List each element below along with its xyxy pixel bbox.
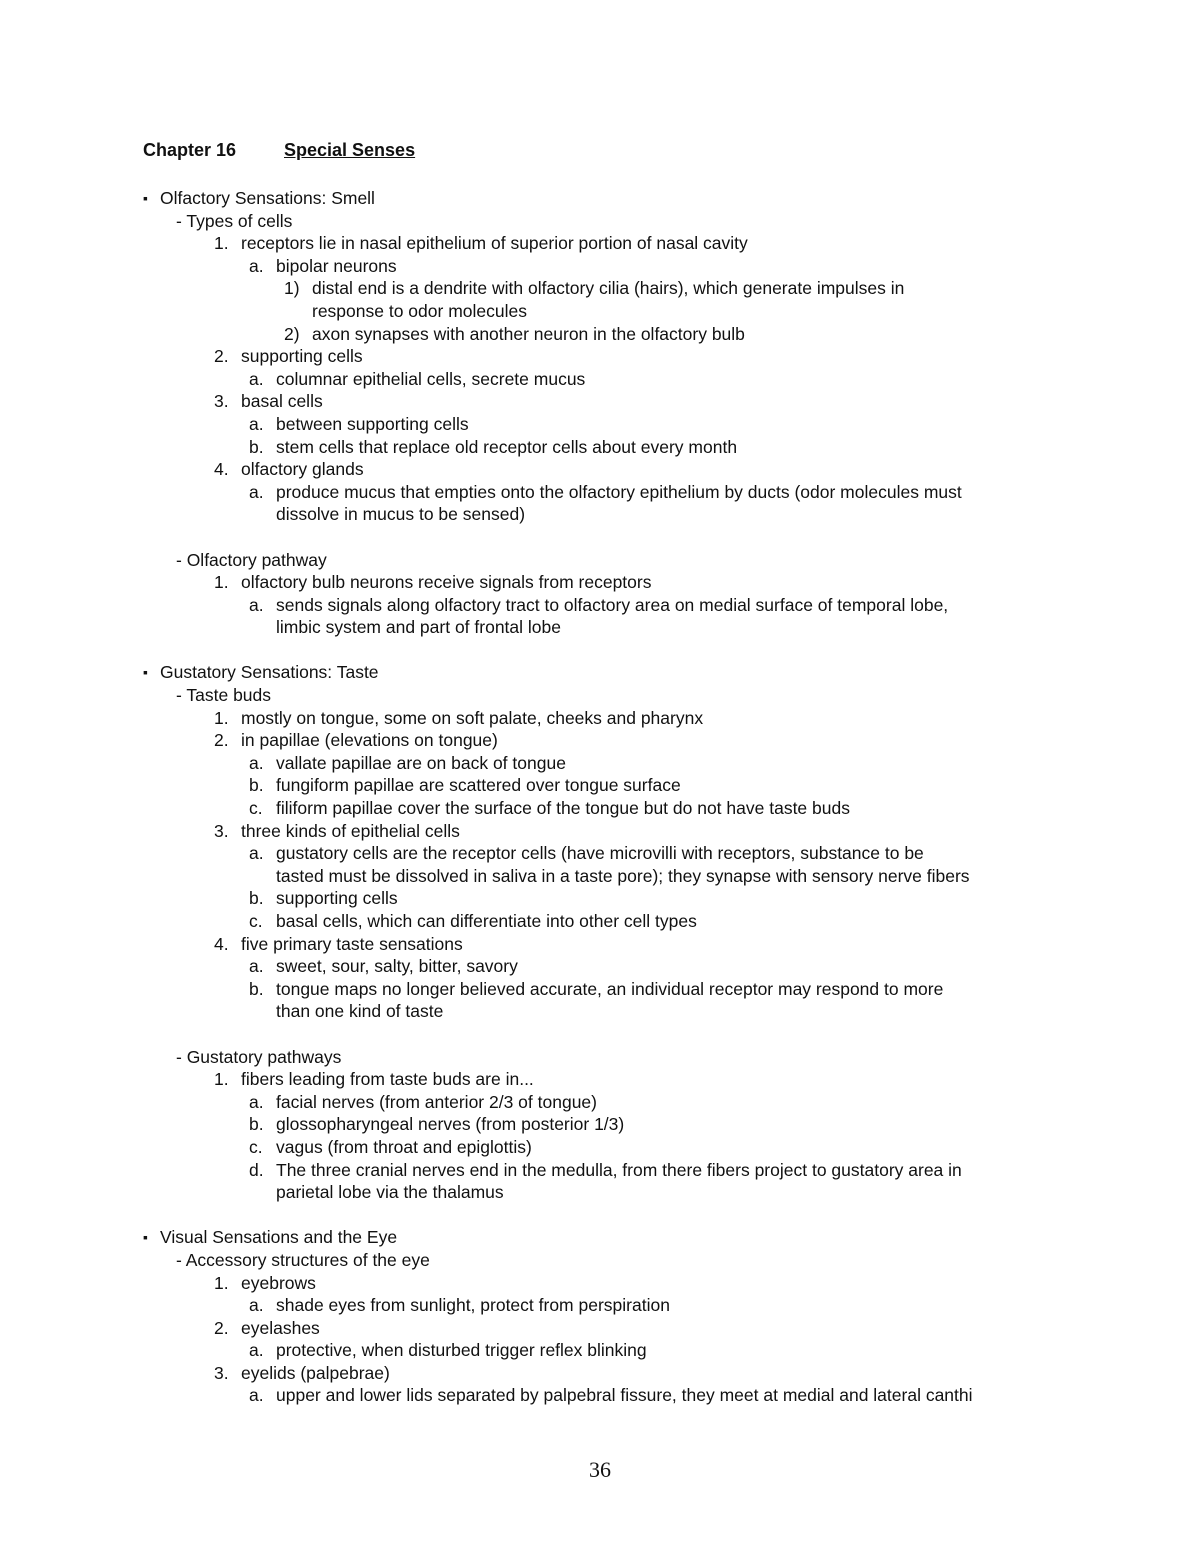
sub-numbered-item	[0, 277, 1200, 300]
item-text: fibers leading from taste buds are in...	[241, 1069, 534, 1090]
lettered-item	[0, 481, 1200, 504]
item-text: eyelids (palpebrae)	[241, 1362, 390, 1383]
lettered-item	[0, 1091, 1200, 1114]
item-text: sweet, sour, salty, bitter, savory	[276, 956, 518, 977]
section-bullet-item	[0, 1226, 1200, 1249]
list-marker: a.	[249, 413, 264, 434]
chapter-title: Special Senses	[284, 140, 416, 160]
item-text: eyebrows	[241, 1272, 316, 1293]
lettered-item-continuation	[0, 1181, 1200, 1204]
list-marker: 4.	[214, 933, 229, 954]
list-marker: b.	[249, 1114, 264, 1135]
lettered-item	[0, 1136, 1200, 1159]
item-text: filiform papillae cover the surface of the tongue but do not have taste buds	[276, 798, 850, 819]
list-marker: c.	[249, 1136, 263, 1157]
numbered-item	[0, 458, 1200, 481]
item-text: supporting cells	[241, 346, 363, 367]
blank-line	[0, 1204, 1200, 1227]
numbered-item	[0, 232, 1200, 255]
item-text: Gustatory Sensations: Taste	[160, 662, 379, 683]
item-text: five primary taste sensations	[241, 933, 463, 954]
sub-numbered-item-continuation	[0, 300, 1200, 323]
item-text: - Gustatory pathways	[176, 1046, 342, 1067]
item-text: stem cells that replace old receptor cells about every month	[276, 436, 738, 457]
lettered-item	[0, 955, 1200, 978]
numbered-item	[0, 390, 1200, 413]
list-marker: 1.	[214, 1069, 229, 1090]
list-marker: 1)	[284, 278, 300, 299]
blank-line	[0, 526, 1200, 549]
item-text: Olfactory Sensations: Smell	[160, 188, 375, 208]
item-text: facial nerves (from anterior 2/3 of tongue)	[276, 1091, 597, 1112]
lettered-item	[0, 887, 1200, 910]
item-text: basal cells, which can differentiate into other cell types	[276, 911, 697, 931]
lettered-item	[0, 774, 1200, 797]
item-text: Visual Sensations and the Eye	[160, 1227, 398, 1248]
lettered-item	[0, 368, 1200, 391]
list-marker: a.	[249, 255, 264, 276]
item-text: than one kind of taste	[276, 1001, 444, 1022]
list-marker: a.	[249, 594, 264, 615]
item-text: three kinds of epithelial cells	[241, 820, 460, 841]
list-marker: a.	[249, 1295, 264, 1316]
chapter-heading	[143, 140, 415, 161]
numbered-item	[0, 707, 1200, 730]
numbered-item	[0, 933, 1200, 956]
item-text: bipolar neurons	[276, 255, 397, 276]
list-marker: 1.	[214, 707, 229, 728]
section-bullet-item	[0, 187, 1200, 210]
numbered-item	[0, 571, 1200, 594]
list-marker: c.	[249, 911, 263, 931]
item-text: - Olfactory pathway	[176, 549, 327, 570]
bullet-marker: ▪	[143, 664, 148, 681]
sub-numbered-item	[0, 323, 1200, 346]
list-marker: a.	[249, 752, 264, 773]
item-text: glossopharyngeal nerves (from posterior 1/3)	[276, 1114, 625, 1135]
list-marker: 1.	[214, 1272, 229, 1293]
item-text: eyelashes	[241, 1317, 320, 1338]
list-marker: a.	[249, 1091, 264, 1112]
list-marker: b.	[249, 978, 264, 999]
item-text: - Taste buds	[176, 685, 272, 706]
item-text: The three cranial nerves end in the medulla, from there fibers project to gustatory area in	[276, 1159, 962, 1180]
lettered-item-continuation	[0, 865, 1200, 888]
numbered-item	[0, 820, 1200, 843]
list-marker: 3.	[214, 391, 229, 412]
item-text: tongue maps no longer believed accurate, an individual receptor may respond to more	[276, 978, 944, 999]
item-text: upper and lower lids separated by palpebral fissure, they meet at medial and lateral canthi	[276, 1385, 973, 1406]
list-marker: a.	[249, 368, 264, 389]
item-text: dissolve in mucus to be sensed)	[276, 504, 526, 525]
item-text: mostly on tongue, some on soft palate, cheeks and pharynx	[241, 707, 704, 728]
item-text: tasted must be dissolved in saliva in a taste pore); they synapse with sensory nerve fibers	[276, 865, 970, 886]
blank-line	[0, 1023, 1200, 1046]
list-marker: 2.	[214, 1317, 229, 1338]
numbered-item	[0, 1068, 1200, 1091]
lettered-item	[0, 752, 1200, 775]
lettered-item	[0, 1113, 1200, 1136]
numbered-item	[0, 1272, 1200, 1295]
outline-content	[0, 187, 1200, 1407]
subsection-heading	[0, 210, 1200, 233]
list-marker: 2.	[214, 730, 229, 751]
numbered-item	[0, 1317, 1200, 1340]
chapter-number: Chapter 16	[143, 140, 237, 160]
item-text: limbic system and part of frontal lobe	[276, 617, 561, 638]
lettered-item	[0, 1294, 1200, 1317]
lettered-item	[0, 1159, 1200, 1182]
item-text: fungiform papillae are scattered over tongue surface	[276, 775, 681, 796]
list-marker: b.	[249, 775, 264, 796]
item-text: shade eyes from sunlight, protect from perspiration	[276, 1295, 670, 1316]
item-text: - Types of cells	[176, 210, 293, 231]
list-marker: a.	[249, 1340, 264, 1361]
list-marker: b.	[249, 888, 264, 909]
list-marker: 4.	[214, 459, 229, 480]
item-text: protective, when disturbed trigger reflex blinking	[276, 1340, 647, 1361]
bullet-marker: ▪	[143, 190, 148, 206]
subsection-heading	[0, 684, 1200, 707]
lettered-item	[0, 1384, 1200, 1407]
subsection-heading	[0, 1249, 1200, 1272]
list-marker: a.	[249, 956, 264, 977]
list-marker: 3.	[214, 820, 229, 841]
list-marker: b.	[249, 436, 264, 457]
item-text: - Accessory structures of the eye	[176, 1249, 430, 1270]
item-text: vallate papillae are on back of tongue	[276, 752, 566, 773]
list-marker: a.	[249, 843, 264, 864]
item-text: distal end is a dendrite with olfactory cilia (hairs), which generate impulses in	[312, 278, 905, 299]
page-number: 36	[589, 1457, 611, 1482]
list-marker: a.	[249, 481, 264, 502]
list-marker: 2)	[284, 323, 300, 344]
item-text: olfactory bulb neurons receive signals from receptors	[241, 572, 652, 593]
item-text: parietal lobe via the thalamus	[276, 1182, 504, 1203]
item-text: basal cells	[241, 391, 323, 412]
item-text: gustatory cells are the receptor cells (have microvilli with receptors, substance to be	[276, 843, 924, 864]
item-text: in papillae (elevations on tongue)	[241, 730, 498, 751]
item-text: olfactory glands	[241, 459, 364, 480]
item-text: sends signals along olfactory tract to olfactory area on medial surface of temporal lobe,	[276, 594, 949, 615]
lettered-item-continuation	[0, 616, 1200, 639]
list-marker: 1.	[214, 233, 229, 254]
list-marker: c.	[249, 798, 263, 819]
bullet-marker: ▪	[143, 1229, 148, 1246]
lettered-item	[0, 436, 1200, 459]
numbered-item	[0, 345, 1200, 368]
lettered-item	[0, 842, 1200, 865]
lettered-item	[0, 255, 1200, 278]
list-marker: 2.	[214, 346, 229, 367]
subsection-heading	[0, 549, 1200, 572]
lettered-item	[0, 1339, 1200, 1362]
item-text: vagus (from throat and epiglottis)	[276, 1136, 532, 1157]
item-text: between supporting cells	[276, 413, 469, 434]
lettered-item	[0, 978, 1200, 1001]
item-text: columnar epithelial cells, secrete mucus	[276, 368, 586, 389]
blank-line	[0, 639, 1200, 662]
item-text: receptors lie in nasal epithelium of superior portion of nasal cavity	[241, 233, 748, 254]
list-marker: d.	[249, 1159, 264, 1180]
section-bullet-item	[0, 661, 1200, 684]
list-marker: 1.	[214, 572, 229, 593]
lettered-item	[0, 797, 1200, 820]
subsection-heading	[0, 1046, 1200, 1069]
lettered-item	[0, 594, 1200, 617]
lettered-item-continuation	[0, 1000, 1200, 1023]
list-marker: 3.	[214, 1362, 229, 1383]
lettered-item-continuation	[0, 503, 1200, 526]
item-text: response to odor molecules	[312, 300, 527, 321]
numbered-item	[0, 1362, 1200, 1385]
item-text: supporting cells	[276, 888, 398, 909]
item-text: axon synapses with another neuron in the olfactory bulb	[312, 323, 745, 344]
lettered-item	[0, 413, 1200, 436]
item-text: produce mucus that empties onto the olfactory epithelium by ducts (odor molecules must	[276, 481, 962, 502]
list-marker: a.	[249, 1385, 264, 1406]
numbered-item	[0, 729, 1200, 752]
lettered-item	[0, 910, 1200, 933]
